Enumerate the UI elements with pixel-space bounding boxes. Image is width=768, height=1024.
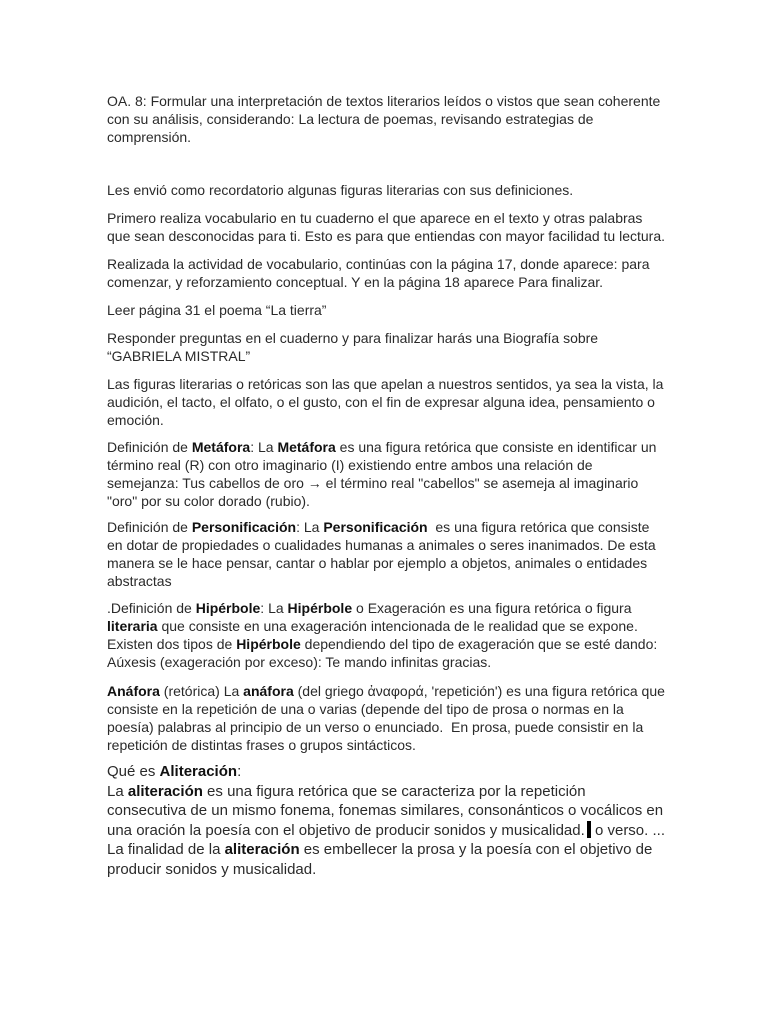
anaphora-definition	[107, 682, 667, 754]
text-run: es una figura retórica que consiste en dotar de propiedades o cualidades humanas a animales o seres inanimados. De esta manera se le hace pensar, cantar o hablar por ejemplo a objetos, animales o entidades abstractas	[107, 519, 660, 589]
text-run: : La	[296, 519, 324, 535]
pages-instruction-paragraph: Realizada la actividad de vocabulario, continúas con la página 17, donde aparece: para comenzar, y reforzamiento conceptual. Y en la página 18 aparece Para finalizar.	[107, 256, 650, 290]
term-bold: Hipérbole	[195, 600, 261, 616]
text-run: es una figura retórica que consiste en identificar un término real (R) con otro imaginario (I) existiendo entre ambos una relación de semejanza: Tus cabellos de oro → el término real "cabellos" se asemeja al imaginario "oro" por su color dorado (rubio).	[107, 439, 657, 509]
text-run: Definición de	[107, 439, 192, 455]
term-bold: Personificación	[323, 519, 428, 535]
alliteration-section	[107, 762, 667, 879]
learning-objective-paragraph: OA. 8: Formular una interpretación de textos literarios leídos o vistos que sean coherente con su análisis, considerando: La lectura de poemas, revisando estrategias de comprensión.	[107, 93, 661, 145]
text-run: (del griego ἀναφορά, 'repetición') es una figura retórica que consiste en la repetición de una o varias (depende del tipo de prosa o normas en la poesía) palabras al principio de un verso o enunciado. En prosa, puede consistir en la repetición de distintas frases o grupos sintácticos.	[107, 683, 669, 753]
text-run: (retórica) La	[159, 683, 244, 699]
alliteration-heading	[107, 762, 667, 782]
alliteration-definition	[107, 782, 667, 880]
reading-instruction-paragraph: Leer página 31 el poema “La tierra”	[107, 302, 327, 318]
text-run: : La	[260, 600, 288, 616]
text-run: dependiendo del tipo de exageración que se esté dando: Aúxesis (exageración por exceso): Te mando infinitas gracias.	[107, 636, 658, 670]
metaphor-definition	[107, 438, 667, 510]
term-bold: aliteración	[224, 841, 300, 858]
biography-instruction-paragraph: Responder preguntas en el cuaderno y para finalizar harás una Biografía sobre “GABRIELA MISTRAL”	[107, 330, 599, 364]
term-bold: Anáfora	[107, 683, 160, 699]
personification-definition	[107, 518, 667, 590]
term-bold: Metáfora	[277, 439, 336, 455]
text-run: o Exageración es una figura retórica o figura	[352, 600, 632, 616]
literary-figures-paragraph: Las figuras literarias o retóricas son las que apelan a nuestros sentidos, ya sea la vista, la audición, el tacto, el olfato, o el gusto, con el fin de expresar alguna idea, pensamiento o emoción.	[107, 376, 664, 428]
term-bold: anáfora	[243, 683, 294, 699]
text-run: La	[107, 782, 128, 800]
term-bold: Metáfora	[191, 439, 251, 455]
text-run: Definición de	[107, 519, 192, 535]
text-run: o verso. ... La finalidad de la	[107, 821, 665, 858]
term-bold: Hipérbole	[236, 636, 301, 652]
term-bold: aliteración	[127, 782, 203, 800]
intro-paragraph: Les envió como recordatorio algunas figuras literarias con sus definiciones.	[107, 182, 574, 198]
term-bold: Hipérbole	[287, 600, 353, 616]
text-run: es una figura retórica que se caracteriza por la repetición consecutiva de un mismo fonema, fonemas similares, consonánticos o vocálicos en una oración la poesía con el objetivo de producir sonidos y musicalidad.	[107, 782, 664, 839]
text-run: Qué es	[107, 763, 160, 780]
text-run: es embellecer la prosa y la poesía con el objetivo de producir sonidos y musicalidad.	[107, 841, 653, 878]
text-run: :	[237, 763, 242, 780]
text-run: que consiste en una exageración intencionada de le realidad que se expone. Existen dos tipos de	[107, 618, 638, 652]
hyperbole-definition	[107, 599, 667, 671]
term-bold: Personificación	[191, 519, 297, 535]
text-run: : La	[250, 439, 278, 455]
text-run: .Definición de	[107, 600, 196, 616]
vocabulary-instruction-paragraph: Primero realiza vocabulario en tu cuaderno el que aparece en el texto y otras palabras que sean desconocidas para ti. Esto es para que entiendas con mayor facilidad tu lectura.	[107, 210, 666, 244]
term-bold: Aliteración	[159, 763, 238, 780]
term-bold: literaria	[107, 618, 158, 634]
